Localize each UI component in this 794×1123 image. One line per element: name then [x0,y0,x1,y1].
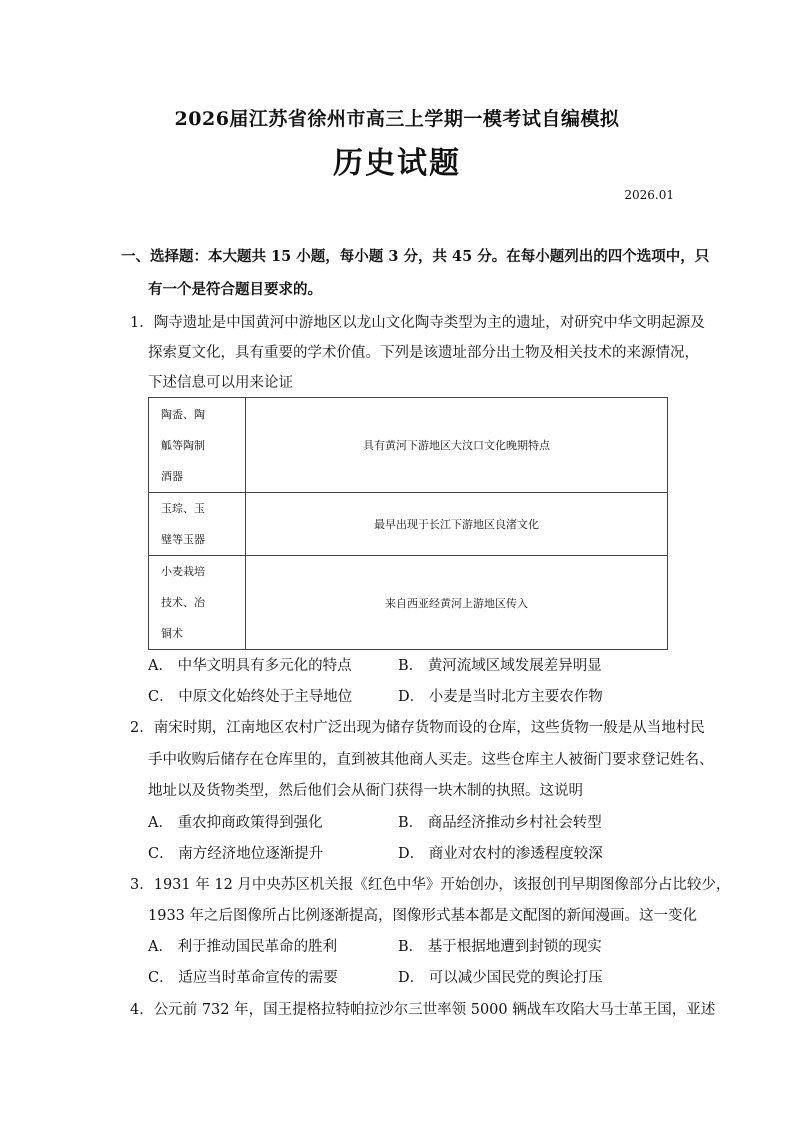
section-heading-line2: 有一个是符合题目要求的。 [148,281,322,298]
table-row [149,556,668,650]
q3-line2: 1933 年之后图像所占比例逐渐提高，图像形式基本都是文配图的新闻漫画。这一变化 [148,908,698,924]
table-cell-item: 小麦栽培 技术、冶 铜术 [149,556,246,650]
q1-line3: 下述信息可以用来论证 [148,375,293,391]
q2-option-c[interactable]: C． 南方经济地位逐渐提升 [148,846,324,862]
q3-option-c[interactable]: C． 适应当时革命宣传的需要 [148,970,338,986]
exam-subject: 历史试题 [333,146,461,181]
table-cell-source: 具有黄河下游地区大汶口文化晚期特点 [246,398,668,493]
q2-line2: 手中收购后储存在仓库里的，直到被其他商人买走。这些仓库主人被衙门要求登记姓名、 [148,752,714,768]
q4-line1: 4．公元前 732 年，国王提格拉特帕拉沙尔三世率领 5000 辆战车攻陷大马士革王国，亚述 [130,1002,716,1018]
q3-option-d[interactable]: D． 可以减少国民党的舆论打压 [398,970,603,986]
q1-option-b[interactable]: B． 黄河流域区域发展差异明显 [398,658,602,674]
q3-line1: 3．1931 年 12 月中央苏区机关报《红色中华》开始创办，该报创刊早期图像部分占比较少， [130,877,731,893]
section-heading-line1: 一、选择题：本大题共 15 小题，每小题 3 分，共 45 分。在每小题列出的四个选项中，只 [121,248,710,265]
table-cell-source: 来自西亚经黄河上游地区传入 [246,556,668,650]
exam-title: 2026届江苏省徐州市高三上学期一模考试自编模拟 [174,108,620,130]
q1-option-c[interactable]: C． 中原文化始终处于主导地位 [148,689,353,705]
q1-source-table [148,397,668,650]
table-row [149,493,668,556]
table-cell-source: 最早出现于长江下游地区良渚文化 [246,493,668,556]
q1-line2: 探索夏文化，具有重要的学术价值。下列是该遗址部分出土物及相关技术的来源情况， [148,345,699,361]
q2-option-a[interactable]: A． 重农抑商政策得到强化 [148,815,323,831]
q1-line1: 1．陶寺遗址是中国黄河中游地区以龙山文化陶寺类型为主的遗址，对研究中华文明起源及 [130,315,705,331]
table-row [149,398,668,493]
q2-line1: 2．南宋时期，江南地区农村广泛出现为储存货物而设的仓库，这些货物一般是从当地村民 [130,720,705,736]
table-cell-item: 玉琮、玉 璧等玉器 [149,493,246,556]
q3-option-b[interactable]: B． 基于根据地遭到封锁的现实 [398,939,602,955]
q1-option-d[interactable]: D． 小麦是当时北方主要农作物 [398,689,603,705]
q2-line3: 地址以及货物类型，然后他们会从衙门获得一块木制的执照。这说明 [148,783,583,799]
exam-date: 2026.01 [624,188,674,202]
q2-option-d[interactable]: D． 商业对农村的渗透程度较深 [398,846,603,862]
q1-option-a[interactable]: A． 中华文明具有多元化的特点 [148,658,352,674]
q3-option-a[interactable]: A． 利于推动国民革命的胜利 [148,939,338,955]
table-cell-item: 陶盉、陶 觚等陶制 酒器 [149,398,246,493]
q2-option-b[interactable]: B． 商品经济推动乡村社会转型 [398,815,602,831]
